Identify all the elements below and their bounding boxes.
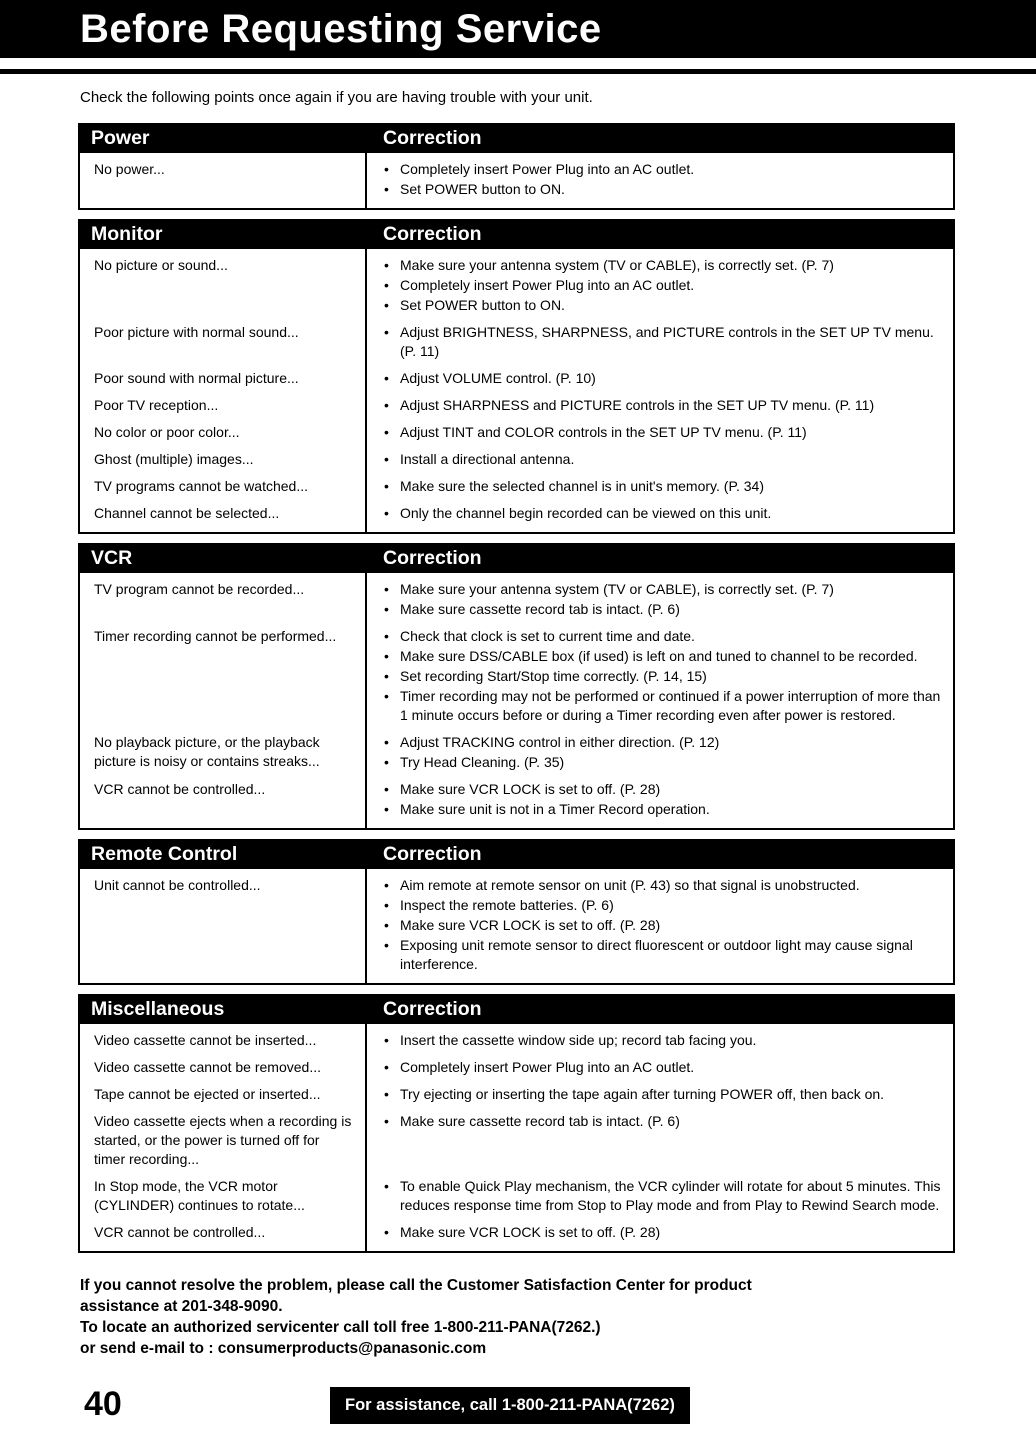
bullet-icon: • bbox=[384, 1224, 389, 1240]
bullet-icon: • bbox=[384, 1059, 389, 1075]
correction-text: Completely insert Power Plug into an AC outlet. bbox=[400, 277, 695, 293]
section-header-monitor bbox=[78, 219, 955, 249]
correction-text: Completely insert Power Plug into an AC outlet. bbox=[400, 1059, 695, 1075]
corrections-cell bbox=[365, 780, 953, 819]
corrections-cell bbox=[365, 1177, 953, 1215]
problem-cell: No picture or sound... bbox=[94, 257, 228, 273]
problem-cell: Poor picture with normal sound... bbox=[94, 324, 299, 340]
problem-cell: Video cassette cannot be inserted... bbox=[94, 1032, 317, 1048]
problem-cell: VCR cannot be controlled... bbox=[94, 1224, 266, 1240]
correction-column-header: Correction bbox=[383, 546, 482, 569]
correction-item bbox=[384, 916, 941, 935]
bullet-icon: • bbox=[384, 181, 389, 197]
footer-contact-line: or send e-mail to : consumerproducts@panasonic.com bbox=[80, 1340, 487, 1357]
corrections-cell bbox=[365, 477, 953, 496]
correction-text: Try Head Cleaning. (P. 35) bbox=[400, 754, 565, 770]
problem-cell: Video cassette ejects when a recording is started, or the power is turned off for timer recording... bbox=[94, 1113, 352, 1167]
correction-item bbox=[384, 800, 941, 819]
problem-cell: Tape cannot be ejected or inserted... bbox=[94, 1086, 321, 1102]
section-title: Power bbox=[91, 126, 150, 149]
correction-text: Only the channel begin recorded can be viewed on this unit. bbox=[400, 505, 772, 521]
section-header-remote-control bbox=[78, 839, 955, 869]
correction-item bbox=[384, 450, 941, 469]
problem-cell: No power... bbox=[94, 161, 165, 177]
page-title-banner bbox=[0, 0, 1036, 58]
correction-text: Make sure VCR LOCK is set to off. (P. 28) bbox=[400, 917, 661, 933]
correction-item bbox=[384, 1031, 941, 1050]
corrections-cell bbox=[365, 1085, 953, 1104]
bullet-icon: • bbox=[384, 1178, 389, 1194]
bullet-icon: • bbox=[384, 754, 389, 770]
correction-item bbox=[384, 627, 941, 646]
correction-item bbox=[384, 753, 941, 772]
table-row bbox=[80, 473, 953, 500]
table-row bbox=[80, 1054, 953, 1081]
bullet-icon: • bbox=[384, 877, 389, 893]
correction-item bbox=[384, 423, 941, 442]
correction-text: Try ejecting or inserting the tape again after turning POWER off, then back on. bbox=[400, 1086, 885, 1102]
table-row bbox=[80, 1219, 953, 1246]
correction-column-header: Correction bbox=[383, 222, 482, 245]
table-row bbox=[80, 1108, 953, 1173]
bullet-icon: • bbox=[384, 897, 389, 913]
correction-text: Aim remote at remote sensor on unit (P. 43) so that signal is unobstructed. bbox=[400, 877, 860, 893]
correction-item bbox=[384, 1177, 941, 1215]
page-footer bbox=[0, 1385, 1036, 1427]
correction-text: Completely insert Power Plug into an AC outlet. bbox=[400, 161, 695, 177]
problem-cell: Timer recording cannot be performed... bbox=[94, 628, 337, 644]
section-body-power bbox=[78, 153, 955, 210]
bullet-icon: • bbox=[384, 937, 389, 953]
correction-text: Make sure unit is not in a Timer Record operation. bbox=[400, 801, 710, 817]
problem-cell: VCR cannot be controlled... bbox=[94, 781, 266, 797]
problem-cell: No playback picture, or the playback picture is noisy or contains streaks... bbox=[94, 734, 320, 769]
problem-cell: Poor sound with normal picture... bbox=[94, 370, 299, 386]
section-remote-control bbox=[78, 839, 955, 985]
correction-text: Adjust TINT and COLOR controls in the SET UP TV menu. (P. 11) bbox=[400, 424, 807, 440]
table-row bbox=[80, 729, 953, 776]
table-row bbox=[80, 1027, 953, 1054]
section-header-vcr bbox=[78, 543, 955, 573]
bullet-icon: • bbox=[384, 734, 389, 750]
bullet-icon: • bbox=[384, 628, 389, 644]
correction-text: Make sure VCR LOCK is set to off. (P. 28) bbox=[400, 781, 661, 797]
bullet-icon: • bbox=[384, 1113, 389, 1129]
problem-cell: Channel cannot be selected... bbox=[94, 505, 280, 521]
table-row bbox=[80, 446, 953, 473]
correction-item bbox=[384, 276, 941, 295]
correction-column-header: Correction bbox=[383, 126, 482, 149]
correction-item bbox=[384, 504, 941, 523]
table-row bbox=[80, 319, 953, 365]
corrections-cell bbox=[365, 450, 953, 469]
correction-item bbox=[384, 256, 941, 275]
correction-item bbox=[384, 396, 941, 415]
corrections-cell bbox=[365, 627, 953, 725]
bullet-icon: • bbox=[384, 601, 389, 617]
correction-text: Make sure the selected channel is in unit's memory. (P. 34) bbox=[400, 478, 764, 494]
correction-text: Inspect the remote batteries. (P. 6) bbox=[400, 897, 614, 913]
bullet-icon: • bbox=[384, 648, 389, 664]
bullet-icon: • bbox=[384, 688, 389, 704]
correction-item bbox=[384, 1112, 941, 1131]
table-row bbox=[80, 419, 953, 446]
bullet-icon: • bbox=[384, 257, 389, 273]
bullet-icon: • bbox=[384, 478, 389, 494]
bullet-icon: • bbox=[384, 397, 389, 413]
correction-item bbox=[384, 647, 941, 666]
section-title: Miscellaneous bbox=[91, 997, 225, 1020]
section-body-remote-control bbox=[78, 869, 955, 985]
problem-cell: TV program cannot be recorded... bbox=[94, 581, 305, 597]
section-title: VCR bbox=[91, 546, 133, 569]
correction-text: Exposing unit remote sensor to direct fluorescent or outdoor light may cause signal interference. bbox=[400, 937, 913, 972]
table-row bbox=[80, 392, 953, 419]
section-power bbox=[78, 123, 955, 210]
bullet-icon: • bbox=[384, 1032, 389, 1048]
bullet-icon: • bbox=[384, 451, 389, 467]
corrections-cell bbox=[365, 396, 953, 415]
table-row bbox=[80, 252, 953, 319]
corrections-cell bbox=[365, 733, 953, 772]
correction-text: Timer recording may not be performed or continued if a power interruption of more than 1 minute occurs before or during a Timer recording even after power is restored. bbox=[400, 688, 941, 723]
assistance-bar: For assistance, call 1-800-211-PANA(7262) bbox=[330, 1387, 690, 1424]
bullet-icon: • bbox=[384, 505, 389, 521]
footer-contact-text bbox=[80, 1275, 956, 1359]
bullet-icon: • bbox=[384, 161, 389, 177]
correction-text: Make sure your antenna system (TV or CABLE), is correctly set. (P. 7) bbox=[400, 581, 834, 597]
table-row bbox=[80, 156, 953, 203]
correction-item bbox=[384, 1223, 941, 1242]
correction-item bbox=[384, 1085, 941, 1104]
bullet-icon: • bbox=[384, 277, 389, 293]
correction-text: Make sure VCR LOCK is set to off. (P. 28) bbox=[400, 1224, 661, 1240]
correction-text: Make sure DSS/CABLE box (if used) is left on and tuned to channel to be recorded. bbox=[400, 648, 918, 664]
correction-item bbox=[384, 580, 941, 599]
correction-item bbox=[384, 896, 941, 915]
correction-text: Make sure your antenna system (TV or CABLE), is correctly set. (P. 7) bbox=[400, 257, 834, 273]
correction-item bbox=[384, 323, 941, 361]
section-body-vcr bbox=[78, 573, 955, 830]
table-row bbox=[80, 872, 953, 978]
section-monitor bbox=[78, 219, 955, 534]
bullet-icon: • bbox=[384, 297, 389, 313]
bullet-icon: • bbox=[384, 668, 389, 684]
correction-text: To enable Quick Play mechanism, the VCR cylinder will rotate for about 5 minutes. This reduces response time from Stop to Play mode and from Play to Rewind Search mode. bbox=[400, 1178, 941, 1213]
correction-column-header: Correction bbox=[383, 997, 482, 1020]
correction-text: Adjust BRIGHTNESS, SHARPNESS, and PICTURE controls in the SET UP TV menu. (P. 11) bbox=[400, 324, 934, 359]
problem-cell: No color or poor color... bbox=[94, 424, 240, 440]
section-miscellaneous bbox=[78, 994, 955, 1253]
table-row bbox=[80, 1173, 953, 1219]
correction-item bbox=[384, 600, 941, 619]
problem-cell: Poor TV reception... bbox=[94, 397, 219, 413]
correction-item bbox=[384, 667, 941, 686]
correction-item bbox=[384, 1058, 941, 1077]
table-row bbox=[80, 1081, 953, 1108]
correction-text: Insert the cassette window side up; record tab facing you. bbox=[400, 1032, 757, 1048]
correction-text: Check that clock is set to current time and date. bbox=[400, 628, 695, 644]
corrections-cell bbox=[365, 369, 953, 388]
page-number: 40 bbox=[84, 1385, 122, 1423]
problem-cell: Ghost (multiple) images... bbox=[94, 451, 254, 467]
section-vcr bbox=[78, 543, 955, 830]
section-header-miscellaneous bbox=[78, 994, 955, 1024]
section-title: Monitor bbox=[91, 222, 163, 245]
table-row bbox=[80, 576, 953, 623]
table-row bbox=[80, 365, 953, 392]
corrections-cell bbox=[365, 160, 953, 199]
table-row bbox=[80, 623, 953, 729]
corrections-cell bbox=[365, 504, 953, 523]
table-row bbox=[80, 776, 953, 823]
correction-item bbox=[384, 369, 941, 388]
correction-item bbox=[384, 296, 941, 315]
corrections-cell bbox=[365, 423, 953, 442]
problem-cell: Unit cannot be controlled... bbox=[94, 877, 261, 893]
problem-cell: In Stop mode, the VCR motor (CYLINDER) continues to rotate... bbox=[94, 1178, 305, 1213]
correction-item bbox=[384, 780, 941, 799]
problem-cell: TV programs cannot be watched... bbox=[94, 478, 308, 494]
correction-text: Set POWER button to ON. bbox=[400, 297, 565, 313]
section-header-power bbox=[78, 123, 955, 153]
bullet-icon: • bbox=[384, 324, 389, 340]
correction-item bbox=[384, 936, 941, 974]
corrections-cell bbox=[365, 1223, 953, 1242]
correction-item bbox=[384, 876, 941, 895]
bullet-icon: • bbox=[384, 424, 389, 440]
footer-contact-line: If you cannot resolve the problem, please call the Customer Satisfaction Center for product bbox=[80, 1277, 752, 1294]
correction-text: Set POWER button to ON. bbox=[400, 181, 565, 197]
footer-contact-line: assistance at 201-348-9090. bbox=[80, 1298, 283, 1315]
correction-text: Set recording Start/Stop time correctly. (P. 14, 15) bbox=[400, 668, 707, 684]
bullet-icon: • bbox=[384, 801, 389, 817]
correction-text: Install a directional antenna. bbox=[400, 451, 575, 467]
bullet-icon: • bbox=[384, 1086, 389, 1102]
corrections-cell bbox=[365, 876, 953, 974]
correction-text: Adjust VOLUME control. (P. 10) bbox=[400, 370, 596, 386]
corrections-cell bbox=[365, 580, 953, 619]
corrections-cell bbox=[365, 323, 953, 361]
footer-contact-line: To locate an authorized servicenter call toll free 1-800-211-PANA(7262.) bbox=[80, 1319, 601, 1336]
bullet-icon: • bbox=[384, 581, 389, 597]
section-body-miscellaneous bbox=[78, 1024, 955, 1253]
section-title: Remote Control bbox=[91, 842, 238, 865]
correction-text: Make sure cassette record tab is intact. (P. 6) bbox=[400, 1113, 680, 1129]
correction-text: Adjust TRACKING control in either direction. (P. 12) bbox=[400, 734, 720, 750]
correction-item bbox=[384, 733, 941, 752]
section-body-monitor bbox=[78, 249, 955, 534]
correction-text: Make sure cassette record tab is intact. (P. 6) bbox=[400, 601, 680, 617]
intro-text: Check the following points once again if you are having trouble with your unit. bbox=[80, 89, 593, 106]
correction-item bbox=[384, 160, 941, 179]
title-underline bbox=[0, 69, 1036, 74]
bullet-icon: • bbox=[384, 917, 389, 933]
corrections-cell bbox=[365, 1058, 953, 1077]
correction-item bbox=[384, 687, 941, 725]
correction-column-header: Correction bbox=[383, 842, 482, 865]
correction-text: Adjust SHARPNESS and PICTURE controls in the SET UP TV menu. (P. 11) bbox=[400, 397, 875, 413]
corrections-cell bbox=[365, 1112, 953, 1169]
corrections-cell bbox=[365, 256, 953, 315]
correction-item bbox=[384, 180, 941, 199]
correction-item bbox=[384, 477, 941, 496]
bullet-icon: • bbox=[384, 370, 389, 386]
bullet-icon: • bbox=[384, 781, 389, 797]
page-title: Before Requesting Service bbox=[80, 6, 602, 51]
corrections-cell bbox=[365, 1031, 953, 1050]
table-row bbox=[80, 500, 953, 527]
troubleshooting-tables bbox=[78, 123, 955, 1253]
problem-cell: Video cassette cannot be removed... bbox=[94, 1059, 321, 1075]
